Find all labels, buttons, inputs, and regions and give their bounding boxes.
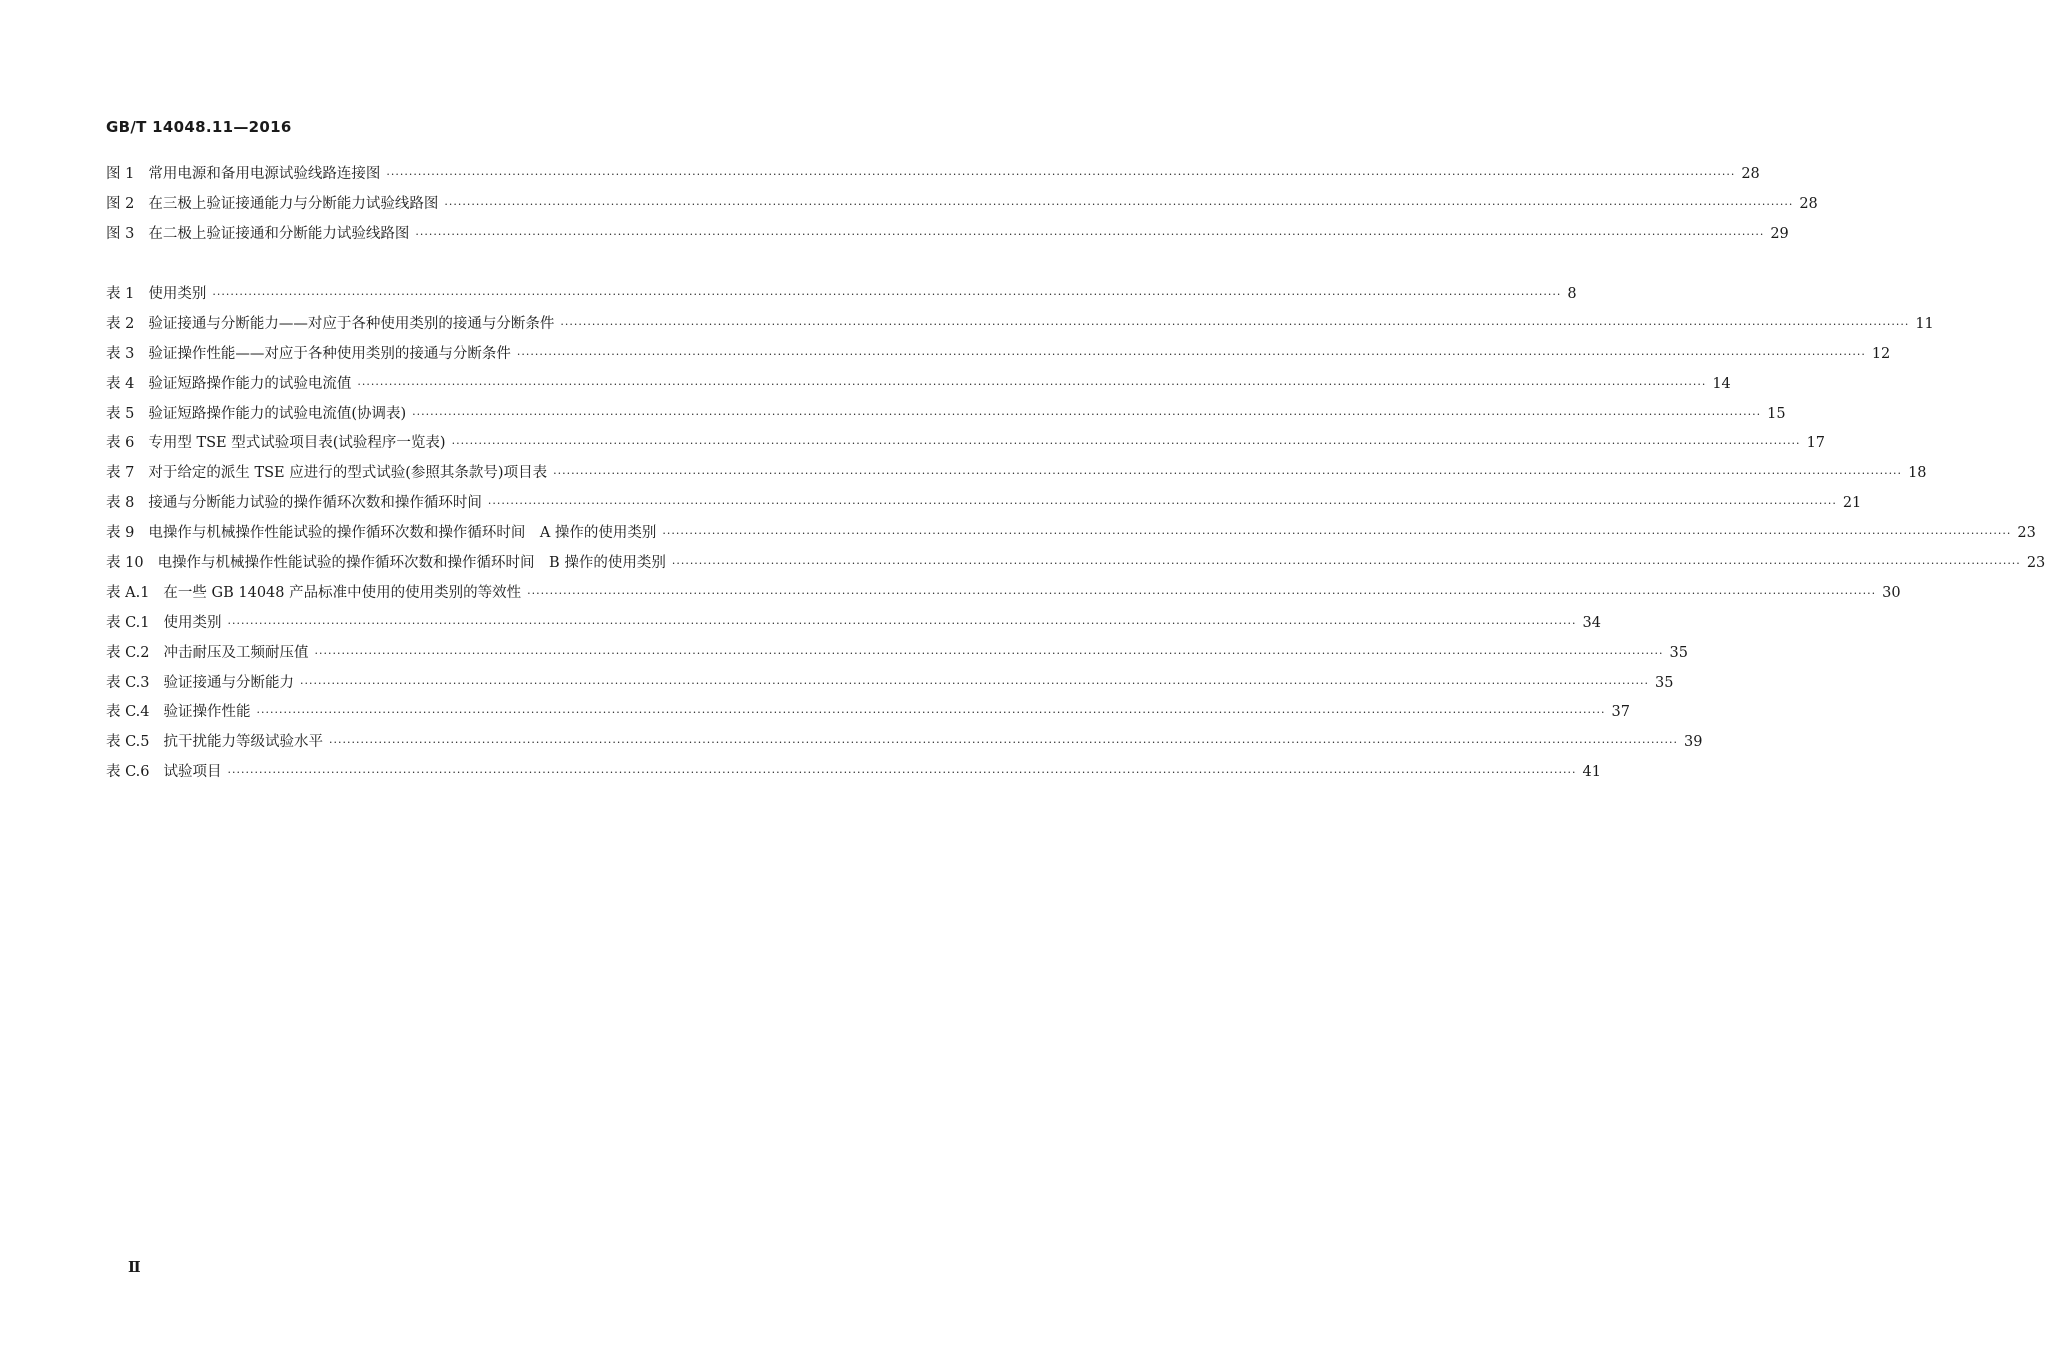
toc-entry-title: 电操作与机械操作性能试验的操作循环次数和操作循环时间 A 操作的使用类别: [148, 525, 657, 542]
figure-list: [106, 162, 1818, 252]
toc-entry[interactable]: [106, 641, 1688, 671]
toc-leader-dots: ············································································································································································································································································································: [444, 197, 1794, 211]
toc-leader-dots: ············································································································································································································································································································: [451, 437, 1801, 451]
toc-entry-title: 在三极上验证接通能力与分断能力试验线路图: [148, 195, 439, 212]
toc-entry-title: 对于给定的派生 TSE 应进行的型式试验(参照其条款号)项目表: [148, 465, 548, 482]
toc-entry-title: 验证短路操作能力的试验电流值: [148, 375, 352, 392]
toc-entry[interactable]: [106, 312, 1934, 342]
toc-entry-number: 表 C.4: [106, 704, 150, 721]
toc-entry-title: 专用型 TSE 型式试验项目表(试验程序一览表): [148, 435, 446, 452]
toc-entry-title: 冲击耐压及工频耐压值: [163, 644, 309, 661]
toc-entry[interactable]: [106, 671, 1674, 701]
toc-entry-number: 图 3: [106, 225, 135, 242]
toc-entry[interactable]: [106, 700, 1630, 730]
toc-leader-dots: ············································································································································································································································································································: [314, 646, 1664, 660]
toc-entry-page: 41: [1582, 764, 1601, 781]
toc-entry-page: 35: [1669, 644, 1688, 661]
toc-entry-page: 30: [1882, 584, 1901, 601]
toc-entry-page: 37: [1611, 704, 1630, 721]
toc-entry[interactable]: [106, 342, 1891, 372]
toc-entry[interactable]: [106, 521, 2036, 551]
page-number: Ⅱ: [128, 1258, 141, 1276]
toc-entry-page: 39: [1684, 734, 1703, 751]
toc-entry-title: 验证操作性能——对应于各种使用类别的接通与分断条件: [148, 345, 511, 362]
toc-entry-title: 在二极上验证接通和分断能力试验线路图: [148, 225, 410, 242]
toc-entry-title: 在一些 GB 14048 产品标准中使用的使用类别的等效性: [163, 584, 522, 601]
toc-entry-page: 17: [1806, 435, 1826, 452]
toc-leader-dots: ············································································································································································································································································································: [227, 766, 1577, 780]
toc-entry-number: 表 10: [106, 555, 144, 572]
toc-leader-dots: ············································································································································································································································································································: [300, 676, 1650, 690]
toc-entry-title: 接通与分断能力试验的操作循环次数和操作循环时间: [148, 495, 482, 512]
toc-entry-number: 表 3: [106, 345, 135, 362]
toc-entry[interactable]: [106, 730, 1703, 760]
toc-entry[interactable]: [106, 551, 2045, 581]
toc-leader-dots: ············································································································································································································································································································: [329, 736, 1679, 750]
toc-entry-number: 表 A.1: [106, 584, 150, 601]
toc-entry-page: 15: [1767, 405, 1786, 422]
toc-entry-title: 验证短路操作能力的试验电流值(协调表): [148, 405, 407, 422]
toc-entry-page: 34: [1582, 614, 1601, 631]
toc-entry[interactable]: [106, 760, 1601, 790]
toc-entry-title: 验证操作性能: [163, 704, 251, 721]
toc-entry-page: 14: [1712, 375, 1731, 392]
toc-entry[interactable]: [106, 461, 1927, 491]
toc-entry-number: 表 C.1: [106, 614, 150, 631]
toc-leader-dots: ············································································································································································································································································································: [516, 347, 1866, 361]
toc-entry[interactable]: [106, 372, 1731, 402]
toc-entry-title: 使用类别: [163, 614, 222, 631]
toc-leader-dots: ············································································································································································································································································································: [412, 407, 1762, 421]
toc-entry-number: 表 C.3: [106, 674, 150, 691]
toc-leader-dots: ············································································································································································································································································································: [227, 616, 1577, 630]
toc-leader-dots: ············································································································································································································································································································: [415, 227, 1765, 241]
toc-entry-page: 23: [2017, 525, 2036, 542]
toc-entry-title: 验证接通与分断能力: [163, 674, 295, 691]
toc-entry-title: 电操作与机械操作性能试验的操作循环次数和操作循环时间 B 操作的使用类别: [157, 555, 666, 572]
toc-entry[interactable]: [106, 402, 1786, 432]
toc-entry-title: 试验项目: [163, 764, 222, 781]
toc-entry-number: 表 1: [106, 286, 135, 302]
toc-entry-number: 表 2: [106, 315, 135, 332]
toc-leader-dots: ············································································································································································································································································································: [256, 706, 1606, 720]
toc-entry-title: 验证接通与分断能力——对应于各种使用类别的接通与分断条件: [148, 315, 555, 332]
toc-leader-dots: ············································································································································································································································································································: [357, 377, 1707, 391]
toc-leader-dots: ············································································································································································································································································································: [671, 557, 2021, 571]
toc-entry[interactable]: [106, 431, 1826, 461]
toc-leader-dots: ············································································································································································································································································································: [212, 288, 1562, 301]
toc-entry[interactable]: [106, 581, 1901, 611]
toc-entry-number: 图 1: [106, 166, 135, 182]
toc-leader-dots: ············································································································································································································································································································: [662, 527, 2012, 541]
toc-entry-number: 表 4: [106, 375, 135, 392]
toc-entry-title: 常用电源和备用电源试验线路连接图: [148, 166, 381, 182]
toc-entry[interactable]: [106, 282, 1577, 312]
toc-entry-page: 28: [1741, 166, 1760, 182]
toc-entry-number: 表 9: [106, 525, 135, 542]
toc-entry-title: 使用类别: [148, 286, 207, 302]
standard-code-header: GB/T 14048.11—2016: [106, 118, 292, 136]
table-list: [106, 282, 2045, 790]
toc-entry-page: 35: [1655, 674, 1674, 691]
toc-leader-dots: ············································································································································································································································································································: [487, 497, 1837, 511]
toc-entry[interactable]: [106, 491, 1862, 521]
toc-leader-dots: ············································································································································································································································································································: [386, 168, 1736, 181]
toc-entry-number: 图 2: [106, 195, 135, 212]
toc-leader-dots: ············································································································································································································································································································: [560, 317, 1910, 331]
toc-entry-page: 8: [1567, 286, 1577, 302]
toc-entry-page: 28: [1799, 195, 1818, 212]
toc-leader-dots: ············································································································································································································································································································: [553, 467, 1903, 481]
toc-entry-page: 12: [1871, 345, 1891, 362]
toc-entry-number: 表 7: [106, 465, 135, 482]
toc-entry-number: 表 8: [106, 495, 135, 512]
toc-entry-number: 表 5: [106, 405, 135, 422]
toc-entry[interactable]: [106, 611, 1601, 641]
toc-leader-dots: ············································································································································································································································································································: [527, 586, 1877, 600]
toc-entry[interactable]: [106, 162, 1760, 192]
toc-entry-page: 18: [1908, 465, 1927, 482]
toc-entry[interactable]: [106, 192, 1818, 222]
toc-entry-number: 表 6: [106, 435, 135, 452]
toc-entry-page: 11: [1915, 315, 1934, 332]
toc-entry-page: 29: [1770, 225, 1789, 242]
toc-entry-page: 21: [1842, 495, 1862, 512]
toc-entry-title: 抗干扰能力等级试验水平: [163, 734, 324, 751]
toc-entry-number: 表 C.6: [106, 764, 150, 781]
toc-entry-number: 表 C.2: [106, 644, 150, 661]
toc-entry[interactable]: [106, 222, 1789, 252]
toc-entry-page: 23: [2026, 555, 2045, 572]
toc-entry-number: 表 C.5: [106, 734, 150, 751]
